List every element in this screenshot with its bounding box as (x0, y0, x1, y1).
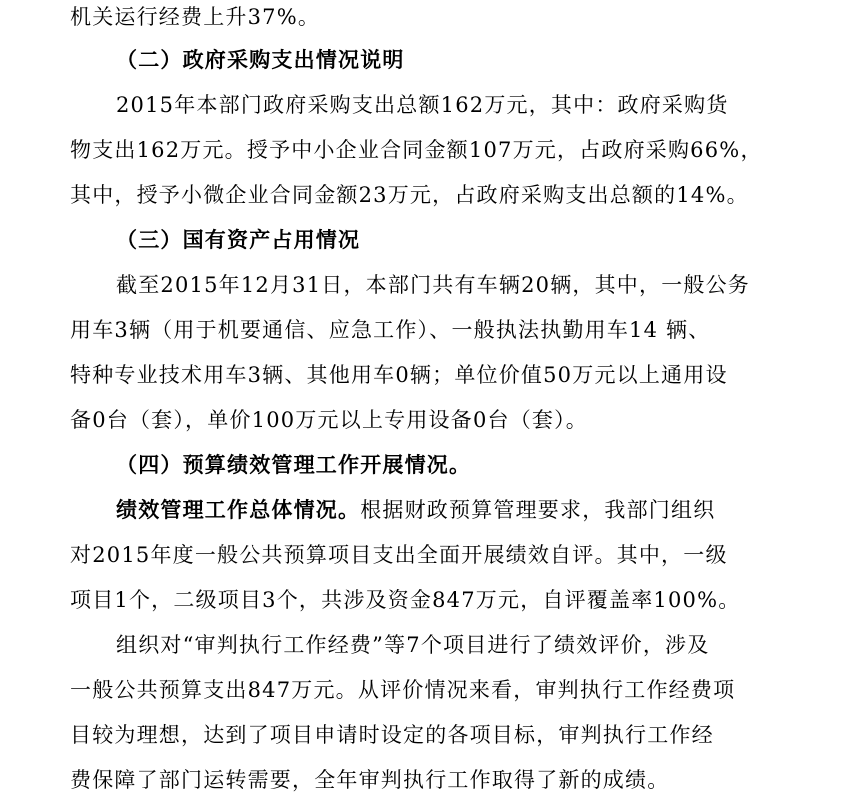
paragraph-line: 截至2015年12月31日，本部门共有车辆20辆，其中，一般公务 (116, 273, 751, 297)
paragraph-line: 对2015年度一般公共预算项目支出全面开展绩效自评。其中，一级 (70, 543, 728, 567)
section-heading-government-procurement: （二）政府采购支出情况说明 (116, 47, 405, 72)
paragraph-line: 项目1个，二级项目3个，共涉及资金847万元，自评覆盖率100%。 (70, 588, 741, 612)
paragraph-line: 费保障了部门运转需要，全年审判执行工作取得了新的成绩。 (70, 768, 670, 792)
paragraph-line: 特种专业技术用车3辆、其他用车0辆；单位价值50万元以上通用设 (70, 363, 728, 387)
section-heading-performance-management: （四）预算绩效管理工作开展情况。 (116, 452, 472, 477)
section-heading-state-assets: （三）国有资产占用情况 (116, 227, 361, 252)
paragraph-line: 一般公共预算支出847万元。从评价情况来看，审判执行工作经费项 (70, 678, 736, 702)
paragraph-line: 其中，授予小微企业合同金额23万元，占政府采购支出总额的14%。 (70, 183, 749, 207)
paragraph-line: 目较为理想，达到了项目申请时设定的各项目标，审判执行工作经 (70, 723, 714, 747)
bold-lead-text: 绩效管理工作总体情况。 (116, 497, 361, 522)
paragraph-line: 2015年本部门政府采购支出总额162万元，其中：政府采购货 (116, 93, 729, 117)
paragraph-line-with-bold-lead (116, 495, 715, 525)
paragraph-line: 备0台（套），单价100万元以上专用设备0台（套）。 (70, 408, 589, 432)
paragraph-line: 机关运行经费上升37%。 (70, 5, 321, 29)
paragraph-line: 物支出162万元。授予中小企业合同金额107万元，占政府采购66%， (70, 138, 763, 162)
paragraph-text: 根据财政预算管理要求，我部门组织 (360, 498, 716, 522)
paragraph-line: 组织对“审判执行工作经费”等7个项目进行了绩效评价，涉及 (116, 633, 710, 657)
paragraph-line: 用车3辆（用于机要通信、应急工作）、一般执法执勤用车14 辆、 (70, 318, 711, 342)
